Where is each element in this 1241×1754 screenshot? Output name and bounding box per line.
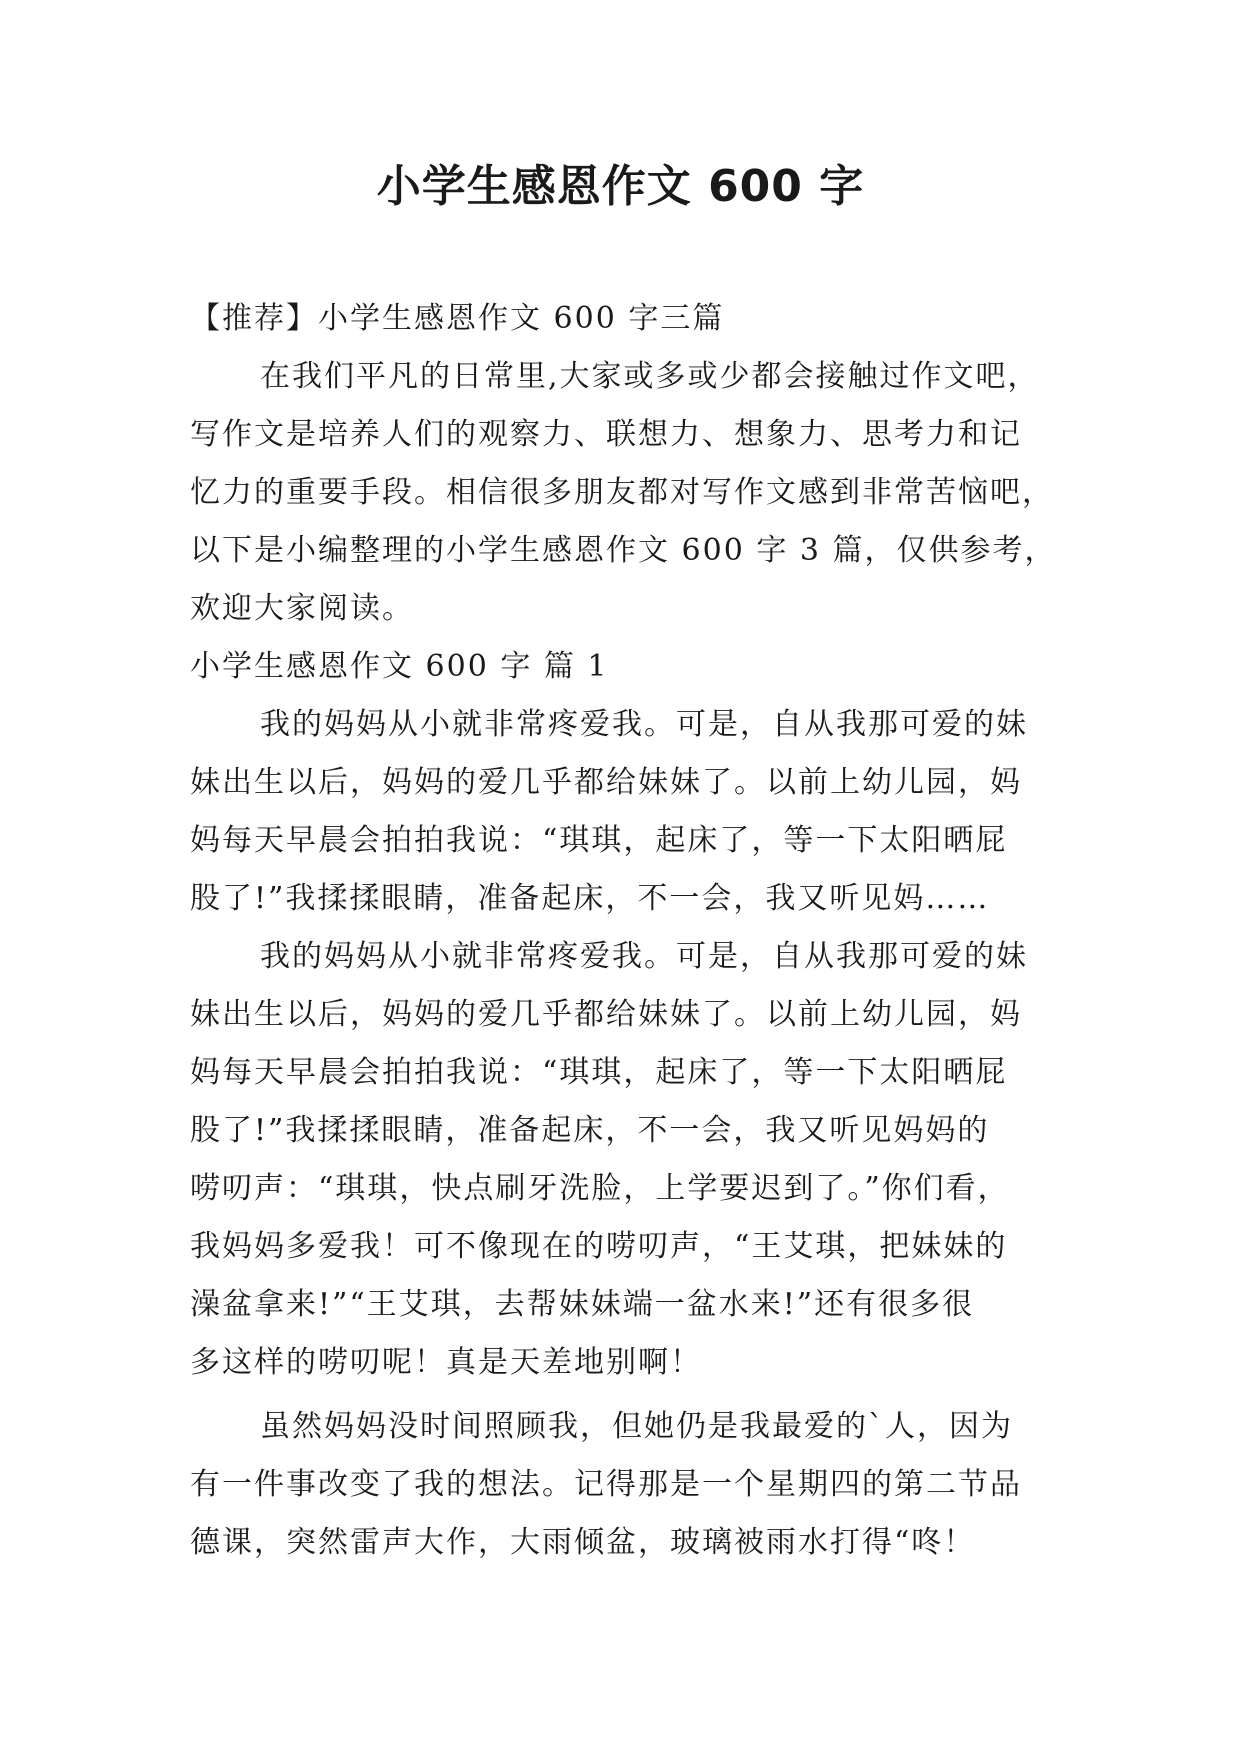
text-line: 忆力的重要手段。相信很多朋友都对写作文感到非常苦恼吧， <box>190 475 1054 510</box>
text-line: 妈每天早晨会拍拍我说：“琪琪，起床了，等一下太阳晒屁 <box>190 823 1008 858</box>
section-heading: 小学生感恩作文 600 字 篇 1 <box>190 649 609 684</box>
text-line: 欢迎大家阅读。 <box>190 591 414 626</box>
text-line: 多这样的唠叨呢！真是天差地别啊！ <box>190 1345 702 1380</box>
text-line: 我的妈妈从小就非常疼爱我。可是，自从我那可爱的妹 <box>260 939 1028 974</box>
text-line: 虽然妈妈没时间照顾我，但她仍是我最爱的`人，因为 <box>260 1409 1013 1444</box>
document-title: 小学生感恩作文 600 字 <box>376 161 865 212</box>
text-line: 我妈妈多爱我！可不像现在的唠叨声，“王艾琪，把妹妹的 <box>190 1229 1008 1264</box>
document-body <box>190 290 1060 1572</box>
text-line: 写作文是培养人们的观察力、联想力、想象力、思考力和记 <box>190 417 1022 452</box>
text-line: 有一件事改变了我的想法。记得那是一个星期四的第二节品 <box>190 1467 1022 1502</box>
text-line: 股了!”我揉揉眼睛，准备起床，不一会，我又听见妈…… <box>190 881 990 916</box>
text-line: 【推荐】小学生感恩作文 600 字三篇 <box>190 301 725 336</box>
text-line: 在我们平凡的日常里,大家或多或少都会接触过作文吧， <box>260 359 1040 394</box>
text-line: 股了!”我揉揉眼睛，准备起床，不一会，我又听见妈妈的 <box>190 1113 990 1148</box>
text-line: 德课，突然雷声大作，大雨倾盆，玻璃被雨水打得“咚！ <box>190 1525 976 1560</box>
text-line: 澡盆拿来!”“王艾琪，去帮妹妹端一盆水来!”还有很多很 <box>190 1287 975 1322</box>
text-line: 妈每天早晨会拍拍我说：“琪琪，起床了，等一下太阳晒屁 <box>190 1055 1008 1090</box>
text-line: 我的妈妈从小就非常疼爱我。可是，自从我那可爱的妹 <box>260 707 1028 742</box>
text-line: 妹出生以后，妈妈的爱几乎都给妹妹了。以前上幼儿园，妈 <box>190 765 1022 800</box>
text-line: 唠叨声：“琪琪，快点刷牙洗脸，上学要迟到了。”你们看， <box>190 1171 1010 1206</box>
text-line: 妹出生以后，妈妈的爱几乎都给妹妹了。以前上幼儿园，妈 <box>190 997 1022 1032</box>
text-line: 以下是小编整理的小学生感恩作文 600 字 3 篇，仅供参考， <box>190 533 1057 568</box>
